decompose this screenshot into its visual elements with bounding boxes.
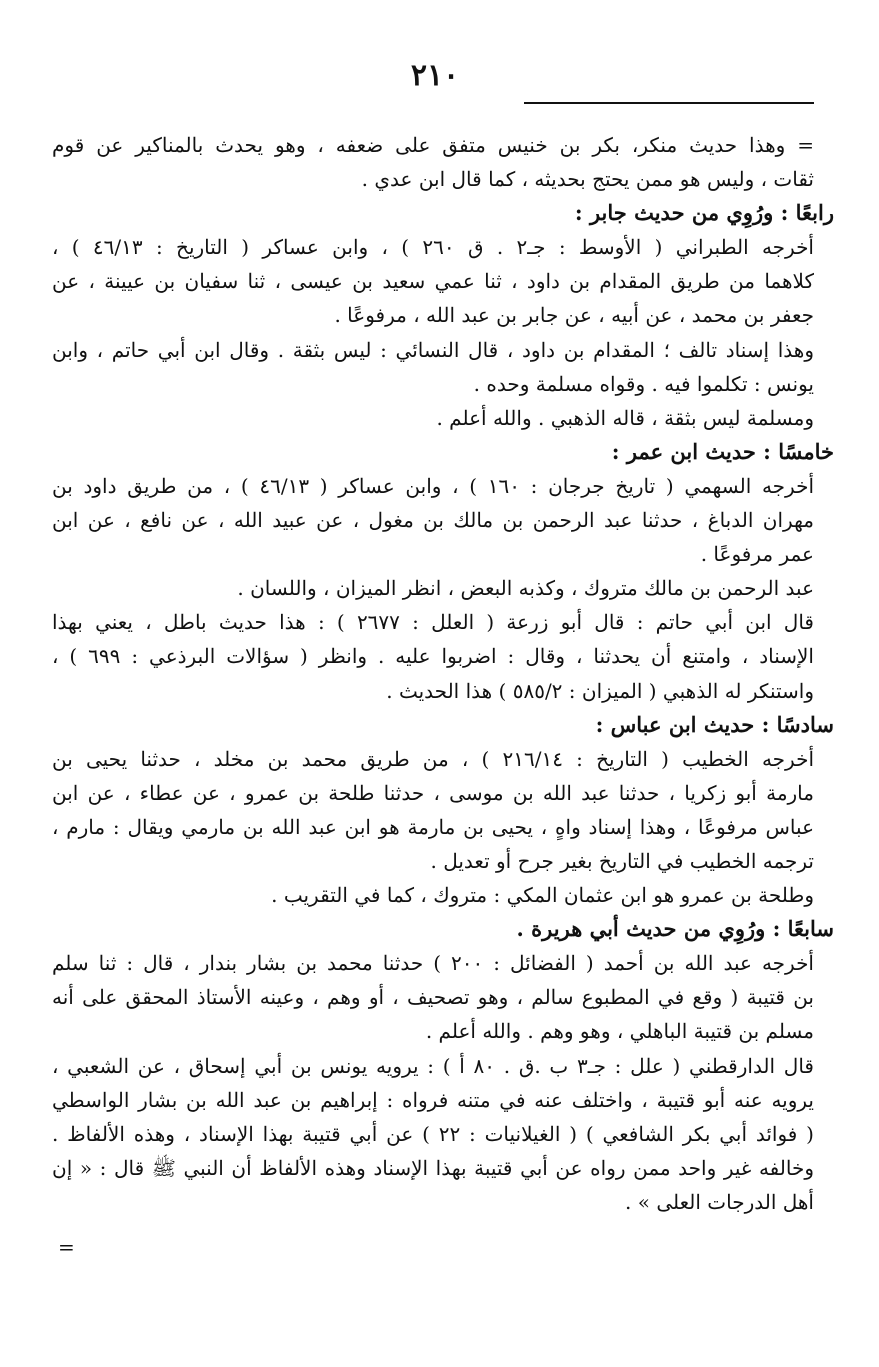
text-line: الإسناد ، وامتنع أن يحدثنا ، وقال : اضربوا عليه . وانظر ( سؤالات البرذعي : ٦٩٩ ) ، — [52, 644, 814, 669]
text-line: عباس مرفوعًا ، وهذا إسناد واهٍ ، يحيى بن مارمة هو ابن عبد الله بن مارمي ويقال : مارم ، — [52, 814, 814, 839]
text-line: وطلحة بن عمرو هو ابن عثمان المكي : متروك ، كما في التقريب . — [271, 883, 814, 908]
continuation-mark: = — [58, 1235, 75, 1259]
text-line: = وهذا حديث منكر، بكر بن خنيس متفق على ضعفه ، وهو يحدث بالمناكير عن قوم — [52, 133, 814, 157]
section-heading: رابعًا : ورُوِي من حديث جابر : — [574, 200, 834, 226]
text-line: بن قتيبة ( وقع في المطبوع سالم ، وهو تصحيف ، أو وهم ، وعينه الأستاذ المحقق على أنه — [52, 985, 814, 1010]
header-rule — [524, 102, 814, 104]
text-line: ترجمه الخطيب في التاريخ بغير جرح أو تعديل . — [430, 848, 814, 873]
text-line: عبد الرحمن بن مالك متروك ، وكذبه البعض ، انظر الميزان ، واللسان . — [237, 576, 814, 601]
text-line: وهذا إسناد تالف ؛ المقدام بن داود ، قال النسائي : ليس بثقة . وقال ابن أبي حاتم ، وابن — [52, 337, 814, 362]
page-number: ٢١٠ — [410, 58, 460, 93]
text-line: مسلم بن قتيبة الباهلي ، وهو وهم . والله أعلم . — [425, 1019, 814, 1044]
section-heading: سادسًا : حديث ابن عباس : — [595, 711, 834, 737]
text-line: قال الدارقطني ( علل : جـ٣ ب .ق . ٨٠ أ ) : يرويه يونس بن أبي إسحاق ، عن الشعبي ، — [52, 1053, 814, 1078]
text-line: يرويه عنه أبو قتيبة ، واختلف عنه في متنه فرواه : إبراهيم بن عبد الله بن بشار الواسطي — [52, 1087, 814, 1112]
text-line: جعفر بن محمد ، عن أبيه ، عن جابر بن عبد الله ، مرفوعًا . — [334, 303, 814, 328]
text-line: أخرجه الطبراني ( الأوسط : جـ٢ . ق ٢٦٠ ) ، وابن عساكر ( التاريخ : ٤٦/١٣ ) ، — [52, 235, 814, 260]
text-line: عمر مرفوعًا . — [700, 542, 814, 567]
text-line: ثقات ، وليس هو ممن يحتج بحديثه ، كما قال ابن عدي . — [361, 167, 814, 192]
text-line: ومسلمة ليس بثقة ، قاله الذهبي . والله أعلم . — [436, 405, 814, 430]
text-line: أخرجه عبد الله بن أحمد ( الفضائل : ٢٠٠ ) حدثنا محمد بن بشار بندار ، قال : ثنا سلم — [52, 951, 814, 976]
text-line: واستنكر له الذهبي ( الميزان : ٥٨٥/٢ ) هذا الحديث . — [386, 678, 814, 703]
section-heading: سابعًا : ورُوِي من حديث أبي هريرة . — [516, 916, 834, 942]
text-line: مهران الدباغ ، حدثنا عبد الرحمن بن مالك بن مغول ، عن عبيد الله ، عن نافع ، عن ابن — [52, 508, 814, 533]
text-line: أخرجه السهمي ( تاريخ جرجان : ١٦٠ ) ، وابن عساكر ( ٤٦/١٣ ) ، من طريق داود بن — [52, 473, 814, 498]
text-line: قال ابن أبي حاتم : قال أبو زرعة ( العلل : ٢٦٧٧ ) : هذا حديث باطل ، يعني بهذا — [52, 610, 814, 635]
text-line: ( فوائد أبي بكر الشافعي ) ( الغيلانيات : ٢٢ ) عن أبي قتيبة بهذا الإسناد ، وهذه الألفاظ . — [52, 1121, 814, 1146]
section-heading: خامسًا : حديث ابن عمر : — [611, 438, 834, 464]
text-line: وخالفه غير واحد ممن رواه عن أبي قتيبة بهذا الإسناد وهذه الألفاظ أن النبي ﷺ قال : « إن — [52, 1155, 814, 1180]
text-line: يونس : تكلموا فيه . وقواه مسلمة وحده . — [473, 371, 814, 396]
text-line: مارمة أبو زكريا ، حدثنا عبد الله بن موسى ، حدثنا طلحة بن عمرو ، عن عطاء ، عن ابن — [52, 780, 814, 805]
text-line: أهل الدرجات العلى » . — [625, 1189, 814, 1214]
body-text — [52, 128, 834, 1219]
text-line: أخرجه الخطيب ( التاريخ : ٢١٦/١٤ ) ، من طريق محمد بن مخلد ، حدثنا يحيى بن — [52, 746, 814, 771]
text-line: كلاهما من طريق المقدام بن داود ، ثنا عمي سعيد بن عيسى ، ثنا سفيان بن عيينة ، عن — [52, 269, 814, 294]
